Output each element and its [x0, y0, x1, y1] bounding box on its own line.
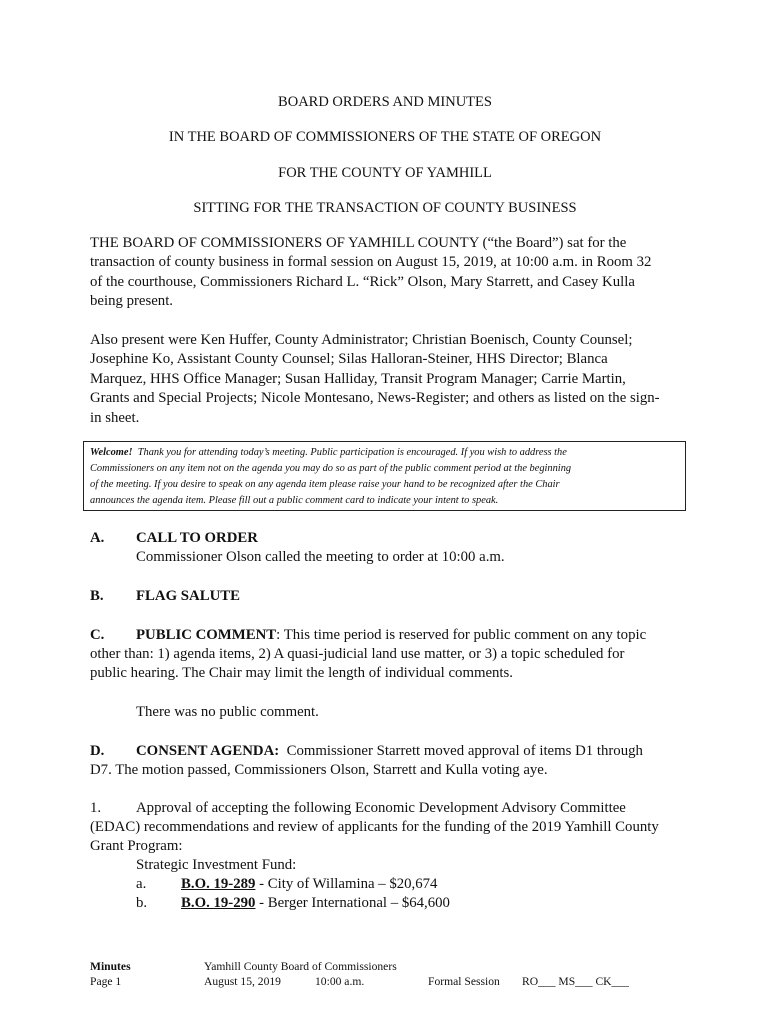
subitem-b-letter: b. — [136, 895, 148, 911]
subitem-a-letter: a. — [136, 876, 147, 892]
fund-heading: Strategic Investment Fund: — [136, 857, 297, 873]
section-d-heading: CONSENT AGENDA: — [136, 743, 280, 759]
section-c-text: public hearing. The Chair may limit the length of individual comments. — [90, 665, 513, 681]
attendees-line: Marquez, HHS Office Manager; Susan Halliday, Transit Program Manager; Carrie Martin, — [90, 370, 626, 387]
doc-subtitle-sitting: SITTING FOR THE TRANSACTION OF COUNTY BUSINESS — [193, 200, 577, 216]
item-1-text: (EDAC) recommendations and review of applicants for the funding of the 2019 Yamhill County — [90, 819, 659, 835]
item-1-number: 1. — [90, 800, 102, 816]
attendees-paragraph — [90, 331, 660, 428]
section-c-first-line — [136, 627, 646, 644]
subitem-a-text: - City of Willamina – $20,674 — [255, 876, 438, 892]
footer-initials: RO___ MS___ CK___ — [522, 975, 629, 988]
subitem-a — [181, 876, 437, 893]
board-order-link[interactable]: B.O. 19-290 — [181, 895, 256, 911]
section-a-letter: A. — [90, 530, 105, 546]
footer-minutes-label: Minutes — [90, 960, 131, 973]
doc-subtitle-state: IN THE BOARD OF COMMISSIONERS OF THE STATE OF OREGON — [168, 129, 602, 145]
intro-paragraph — [90, 234, 651, 312]
attendees-line: Josephine Ko, Assistant County Counsel; Silas Halloran-Steiner, HHS Director; Blanca — [90, 351, 608, 368]
section-b-heading: FLAG SALUTE — [136, 588, 241, 604]
intro-line: being present. — [90, 293, 174, 310]
subitem-b — [181, 895, 450, 912]
footer-time: 10:00 a.m. — [315, 975, 365, 988]
welcome-text: Thank you for attending today’s meeting. Public participation is encouraged. If you wish to address the — [137, 447, 567, 458]
intro-line: THE BOARD OF COMMISSIONERS OF YAMHILL COUNTY (“the Board”) sat for the — [90, 235, 627, 251]
welcome-notice-box — [83, 441, 686, 511]
section-d-letter: D. — [90, 743, 105, 759]
section-d-first-line — [136, 743, 643, 760]
footer-session: Formal Session — [428, 975, 500, 988]
item-1-text: Grant Program: — [90, 838, 183, 854]
welcome-line: announces the agenda item. Please fill out a public comment card to indicate your intent to speak. — [90, 495, 499, 506]
section-c-text: : This time period is reserved for public comment on any topic — [276, 627, 647, 643]
footer-organization: Yamhill County Board of Commissioners — [204, 960, 397, 973]
doc-subtitle-county: FOR THE COUNTY OF YAMHILL — [278, 165, 492, 181]
section-d-text: Commissioner Starrett moved approval of items D1 through — [279, 743, 643, 759]
section-b-letter: B. — [90, 588, 104, 604]
section-d-text: D7. The motion passed, Commissioners Olson, Starrett and Kulla voting aye. — [90, 762, 548, 778]
welcome-line — [90, 445, 679, 461]
section-c-letter: C. — [90, 627, 105, 643]
intro-line: transaction of county business in formal session on August 15, 2019, at 10:00 a.m. in Room 32 — [90, 254, 652, 271]
section-c-note: There was no public comment. — [136, 704, 319, 720]
attendees-line: Grants and Special Projects; Nicole Montesano, News-Register; and others as listed on the sign- — [90, 390, 660, 407]
welcome-lead: Welcome! — [90, 447, 133, 458]
subitem-b-text: - Berger International – $64,600 — [255, 895, 450, 911]
attendees-line: in sheet. — [90, 409, 140, 426]
section-c-text: other than: 1) agenda items, 2) A quasi-judicial land use matter, or 3) a topic scheduled for — [90, 646, 625, 662]
item-1-text: Approval of accepting the following Economic Development Advisory Committee — [136, 800, 626, 816]
welcome-line: Commissioners on any item not on the agenda you may do so as part of the public comment period at the beginning — [90, 463, 572, 474]
footer-date: August 15, 2019 — [204, 975, 281, 988]
section-c-heading: PUBLIC COMMENT — [136, 627, 277, 643]
section-a-heading: CALL TO ORDER — [136, 530, 258, 546]
section-a-text: Commissioner Olson called the meeting to order at 10:00 a.m. — [136, 549, 505, 565]
welcome-line: of the meeting. If you desire to speak on any agenda item please raise your hand to be recognized after the Chair — [90, 479, 560, 490]
intro-line: of the courthouse, Commissioners Richard L. “Rick” Olson, Mary Starrett, and Casey Kulla — [90, 273, 635, 290]
footer-page-number: Page 1 — [90, 975, 122, 988]
doc-title: BOARD ORDERS AND MINUTES — [278, 94, 492, 110]
board-order-link[interactable]: B.O. 19-289 — [181, 876, 256, 892]
attendees-line: Also present were Ken Huffer, County Administrator; Christian Boenisch, County Counsel; — [90, 332, 633, 348]
